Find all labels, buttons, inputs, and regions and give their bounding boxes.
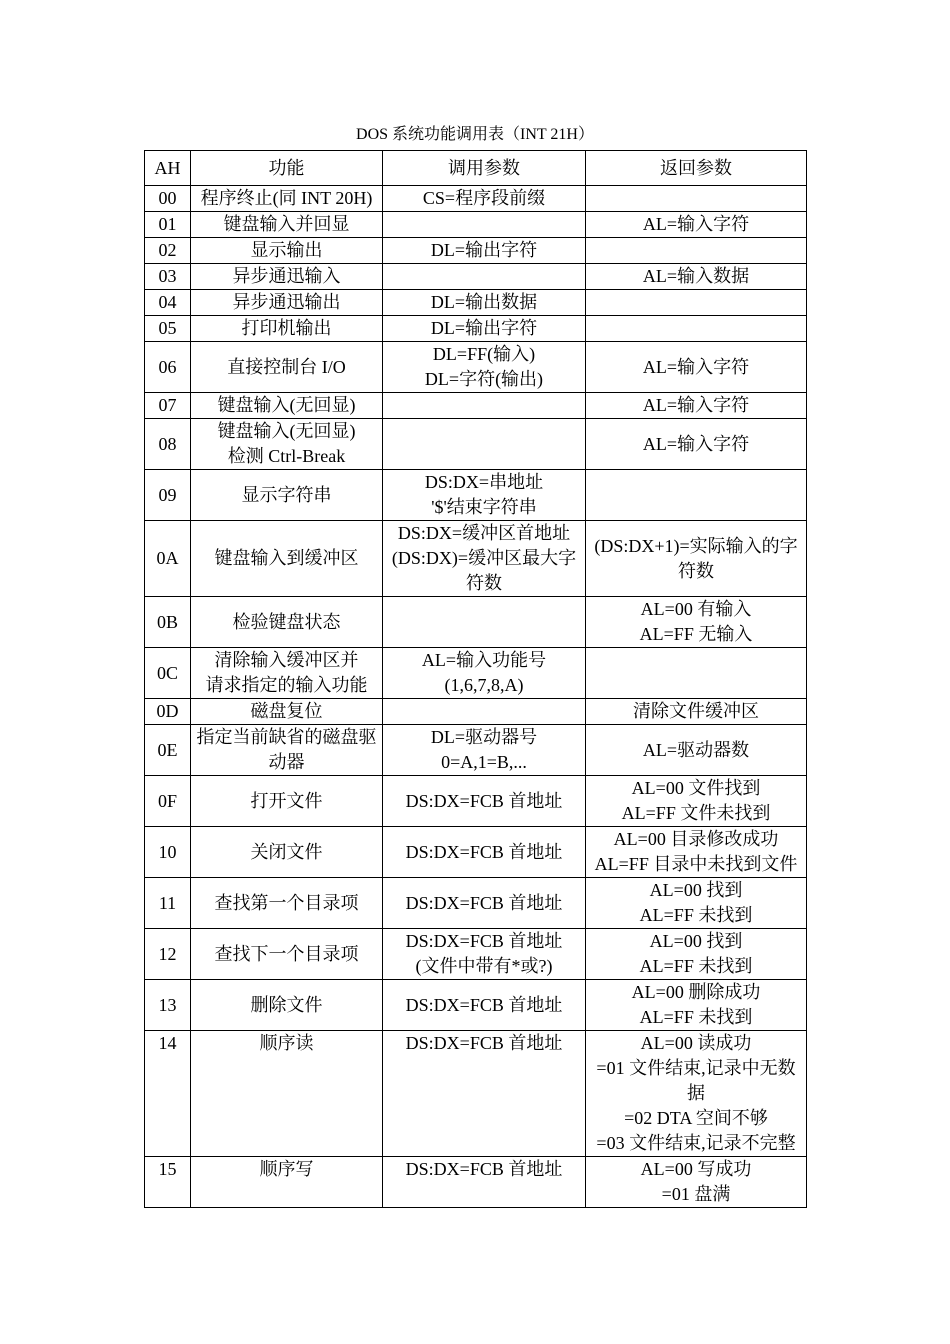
function-cell [191, 186, 383, 212]
call-params-cell [383, 699, 586, 725]
cell-line: AL=FF 未找到 [639, 1007, 753, 1027]
cell-line: AL=FF 未找到 [639, 956, 753, 976]
cell-line: 关闭文件 [250, 841, 323, 862]
call-params-cell [383, 597, 586, 648]
table-row [145, 264, 807, 290]
return-params-cell [586, 419, 807, 470]
function-cell [191, 597, 383, 648]
table-row [145, 878, 807, 929]
ah-cell: 04 [145, 290, 191, 316]
cell-line: 顺序写 [259, 1159, 314, 1179]
cell-line: DS:DX=串地址 [424, 472, 544, 492]
function-cell [191, 316, 383, 342]
ah-cell: 09 [145, 470, 191, 521]
cell-line: DS:DX=FCB 首地址 [405, 790, 563, 811]
cell-line: 打印机输出 [241, 318, 332, 338]
ah-cell: 0A [145, 521, 191, 597]
cell-line: 显示字符串 [241, 484, 332, 505]
cell-line: 检测 Ctrl-Break [227, 446, 346, 466]
ah-cell: 07 [145, 393, 191, 419]
cell-line: DS:DX=FCB 首地址 [405, 892, 563, 913]
cell-line: 检验键盘状态 [232, 611, 341, 632]
call-params-cell [383, 1157, 586, 1208]
function-cell [191, 393, 383, 419]
return-params-cell [586, 470, 807, 521]
function-cell [191, 980, 383, 1031]
return-params-cell [586, 342, 807, 393]
cell-line: AL=输入功能号 [421, 650, 547, 670]
table-row [145, 1157, 807, 1208]
table-row [145, 238, 807, 264]
cell-line: 0=A,1=B,... [441, 752, 527, 772]
cell-line: (1,6,7,8,A) [444, 675, 524, 695]
cell-line: AL=输入字符 [642, 214, 750, 234]
cell-line: AL=输入字符 [642, 356, 750, 377]
ah-cell: 0C [145, 648, 191, 699]
call-params-cell [383, 316, 586, 342]
table-row [145, 725, 807, 776]
ah-cell: 00 [145, 186, 191, 212]
cell-line: AL=FF 未找到 [639, 905, 753, 925]
ah-cell: 06 [145, 342, 191, 393]
return-params-cell [586, 725, 807, 776]
cell-line: 据 [687, 1083, 705, 1103]
call-params-cell [383, 212, 586, 238]
header-call-params: 调用参数 [383, 151, 586, 186]
ah-cell: 15 [145, 1157, 191, 1208]
cell-line: DS:DX=缓冲区首地址 [397, 523, 571, 543]
return-params-cell [586, 980, 807, 1031]
cell-line: 显示输出 [250, 240, 323, 260]
cell-line: 动器 [268, 752, 305, 772]
function-cell [191, 521, 383, 597]
cell-line: (DS:DX+1)=实际输入的字 [594, 535, 798, 556]
table-row [145, 290, 807, 316]
table-row [145, 699, 807, 725]
header-return-params: 返回参数 [586, 151, 807, 186]
return-params-cell [586, 1157, 807, 1208]
call-params-cell [383, 290, 586, 316]
cell-line: AL=00 找到 [649, 880, 743, 900]
function-cell [191, 264, 383, 290]
ah-cell: 12 [145, 929, 191, 980]
function-cell [191, 1157, 383, 1208]
ah-cell: 0D [145, 699, 191, 725]
table-row [145, 186, 807, 212]
ah-cell: 13 [145, 980, 191, 1031]
cell-line: 异步通迅输出 [232, 292, 341, 312]
cell-line: DS:DX=FCB 首地址 [405, 931, 563, 951]
cell-line: AL=FF 无输入 [639, 624, 753, 644]
cell-line: 请求指定的输入功能 [205, 675, 368, 695]
table-row [145, 648, 807, 699]
cell-line: AL=00 找到 [649, 931, 743, 951]
cell-line: (文件中带有*或?) [415, 956, 553, 976]
table-row [145, 316, 807, 342]
return-params-cell [586, 186, 807, 212]
table-row [145, 212, 807, 238]
call-params-cell [383, 878, 586, 929]
dos-function-table [144, 150, 807, 1208]
table-row [145, 827, 807, 878]
cell-line: DL=输出数据 [430, 292, 538, 312]
return-params-cell [586, 648, 807, 699]
cell-line: (DS:DX)=缓冲区最大字 [391, 548, 577, 568]
cell-line: DS:DX=FCB 首地址 [405, 1159, 563, 1179]
ah-cell: 0B [145, 597, 191, 648]
return-params-cell [586, 878, 807, 929]
table-header-row [145, 151, 807, 186]
function-cell [191, 827, 383, 878]
table-body [145, 186, 807, 1208]
cell-line: =01 盘满 [661, 1184, 731, 1204]
function-cell [191, 878, 383, 929]
cell-line: 查找第一个目录项 [214, 892, 359, 913]
call-params-cell [383, 186, 586, 212]
table-row [145, 1031, 807, 1157]
table-row [145, 470, 807, 521]
cell-line: 程序终止(同 INT 20H) [200, 188, 373, 208]
cell-line: AL=00 有输入 [640, 599, 752, 619]
function-cell [191, 212, 383, 238]
function-cell [191, 929, 383, 980]
function-cell [191, 238, 383, 264]
ah-cell: 0F [145, 776, 191, 827]
call-params-cell [383, 238, 586, 264]
call-params-cell [383, 521, 586, 597]
cell-line: 打开文件 [250, 790, 323, 811]
cell-line: AL=输入字符 [642, 395, 750, 415]
cell-line: =03 文件结束,记录不完整 [596, 1133, 796, 1153]
cell-line: AL=00 读成功 [640, 1033, 752, 1053]
function-cell [191, 648, 383, 699]
table-row [145, 597, 807, 648]
call-params-cell [383, 827, 586, 878]
return-params-cell [586, 290, 807, 316]
cell-line: 键盘输入(无回显) [217, 395, 356, 415]
function-cell [191, 290, 383, 316]
table-row [145, 393, 807, 419]
table-row [145, 929, 807, 980]
cell-line: DL=FF(输入) [432, 344, 536, 364]
function-cell [191, 776, 383, 827]
cell-line: 清除文件缓冲区 [633, 701, 759, 721]
cell-line: 磁盘复位 [250, 701, 323, 721]
cell-line: AL=输入字符 [642, 433, 750, 454]
return-params-cell [586, 699, 807, 725]
call-params-cell [383, 342, 586, 393]
call-params-cell [383, 419, 586, 470]
ah-cell: 11 [145, 878, 191, 929]
function-cell [191, 342, 383, 393]
header-ah: AH [145, 151, 191, 186]
cell-line: 异步通迅输入 [232, 266, 341, 286]
cell-line: AL=00 写成功 [640, 1159, 752, 1179]
table-row [145, 980, 807, 1031]
call-params-cell [383, 725, 586, 776]
return-params-cell [586, 521, 807, 597]
ah-cell: 10 [145, 827, 191, 878]
table-row [145, 419, 807, 470]
cell-line: DL=输出字符 [430, 240, 538, 260]
call-params-cell [383, 648, 586, 699]
call-params-cell [383, 929, 586, 980]
return-params-cell [586, 393, 807, 419]
function-cell [191, 1031, 383, 1157]
cell-line: 删除文件 [250, 994, 323, 1015]
table-row [145, 342, 807, 393]
cell-line: DL=输出字符 [430, 318, 538, 338]
return-params-cell [586, 929, 807, 980]
cell-line: 指定当前缺省的磁盘驱 [196, 727, 377, 747]
return-params-cell [586, 776, 807, 827]
function-cell [191, 470, 383, 521]
cell-line: AL=输入数据 [642, 266, 750, 286]
cell-line: DS:DX=FCB 首地址 [405, 1033, 563, 1053]
call-params-cell [383, 776, 586, 827]
call-params-cell [383, 264, 586, 290]
ah-cell: 01 [145, 212, 191, 238]
header-function: 功能 [191, 151, 383, 186]
call-params-cell [383, 1031, 586, 1157]
function-cell [191, 725, 383, 776]
cell-line: 键盘输入(无回显) [217, 421, 356, 441]
cell-line: 符数 [678, 560, 714, 581]
cell-line: =01 文件结束,记录中无数 [596, 1058, 796, 1078]
return-params-cell [586, 597, 807, 648]
ah-cell: 05 [145, 316, 191, 342]
return-params-cell [586, 1031, 807, 1157]
cell-line: 直接控制台 I/O [227, 356, 346, 377]
table-row [145, 776, 807, 827]
cell-line: =02 DTA 空间不够 [624, 1108, 768, 1128]
ah-cell: 0E [145, 725, 191, 776]
cell-line: AL=00 删除成功 [631, 982, 761, 1002]
cell-line: AL=00 文件找到 [631, 778, 761, 798]
document-title: DOS 系统功能调用表（INT 21H） [356, 126, 594, 143]
function-cell [191, 699, 383, 725]
cell-line: 键盘输入到缓冲区 [214, 548, 359, 568]
cell-line: 清除输入缓冲区并 [214, 650, 359, 670]
ah-cell: 14 [145, 1031, 191, 1157]
cell-line: AL=FF 文件未找到 [621, 803, 771, 823]
return-params-cell [586, 827, 807, 878]
cell-line: 顺序读 [259, 1033, 314, 1053]
return-params-cell [586, 212, 807, 238]
ah-cell: 03 [145, 264, 191, 290]
cell-line: AL=驱动器数 [642, 739, 750, 760]
cell-line: 键盘输入并回显 [223, 214, 350, 234]
call-params-cell [383, 980, 586, 1031]
ah-cell: 08 [145, 419, 191, 470]
cell-line: '$'结束字符串 [431, 497, 537, 517]
call-params-cell [383, 393, 586, 419]
ah-cell: 02 [145, 238, 191, 264]
cell-line: CS=程序段前缀 [422, 188, 546, 208]
call-params-cell [383, 470, 586, 521]
return-params-cell [586, 264, 807, 290]
cell-line: 符数 [466, 573, 502, 593]
cell-line: DL=驱动器号 [430, 727, 538, 747]
return-params-cell [586, 316, 807, 342]
cell-line: AL=FF 目录中未找到文件 [594, 854, 798, 874]
function-cell [191, 419, 383, 470]
cell-line: AL=00 目录修改成功 [613, 829, 779, 849]
return-params-cell [586, 238, 807, 264]
table-row [145, 521, 807, 597]
cell-line: DS:DX=FCB 首地址 [405, 841, 563, 862]
cell-line: 查找下一个目录项 [214, 943, 359, 964]
cell-line: DL=字符(输出) [424, 369, 544, 389]
cell-line: DS:DX=FCB 首地址 [405, 994, 563, 1015]
